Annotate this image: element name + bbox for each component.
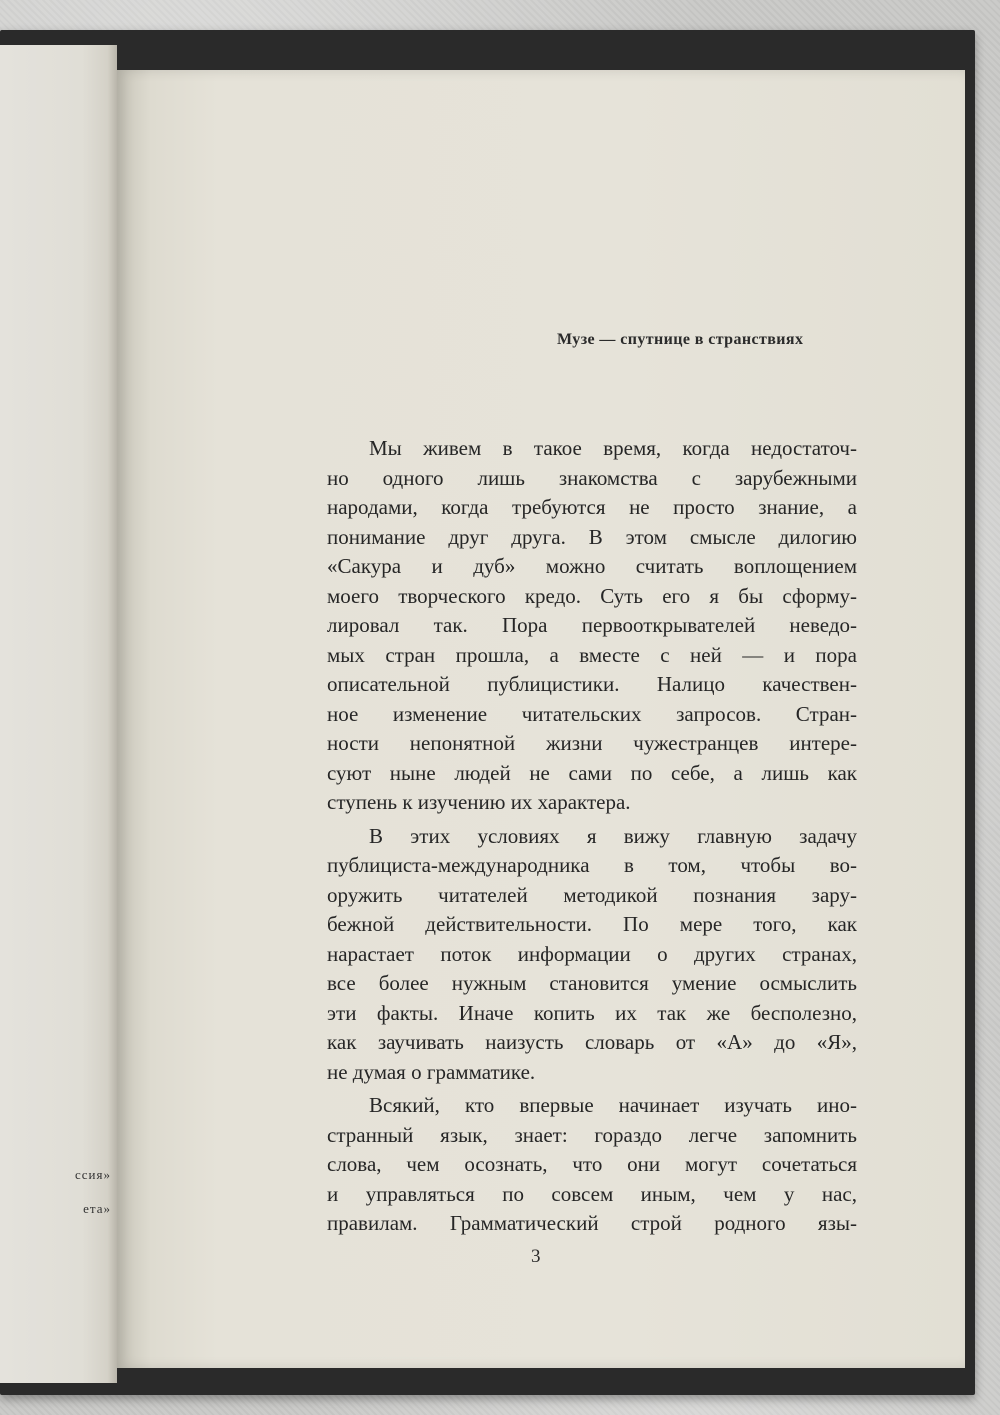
text-line: и управляться по совсем иным, чем у нас, <box>327 1181 857 1206</box>
text-line: В этих условиях я вижу главную задачу <box>369 823 857 848</box>
paragraph <box>327 1091 857 1239</box>
body-text <box>327 434 857 1239</box>
text-line: оружить читателей методикой познания зару- <box>327 882 857 907</box>
text-line: ступень к изучению их характера. <box>327 790 631 814</box>
left-page <box>0 45 117 1383</box>
text-line: лировал так. Пора первооткрывателей неведо- <box>327 613 857 637</box>
text-line: мых стран прошла, а вместе с ней — и пора <box>327 642 857 667</box>
text-line: моего творческого кредо. Суть его я бы сформу- <box>327 583 857 608</box>
text-line: суют ныне людей не сами по себе, а лишь как <box>327 760 857 785</box>
paragraph <box>327 822 857 1088</box>
text-line: ности непонятной жизни чужестранцев интере- <box>327 731 857 755</box>
text-line: слова, чем осознать, что они могут сочетаться <box>327 1152 857 1176</box>
text-line: понимание друг друга. В этом смысле дилогию <box>327 524 857 549</box>
text-line: правилам. Грамматический строй родного язы- <box>327 1211 857 1235</box>
text-line: все более нужным становится умение осмыслить <box>327 971 857 995</box>
text-line: эти факты. Иначе копить их так же бесполезно, <box>327 1000 857 1025</box>
text-line: не думая о грамматике. <box>327 1059 536 1084</box>
text-line: публициста-международника в том, чтобы во- <box>327 853 857 877</box>
text-line: нарастает поток информации о других странах, <box>327 941 857 966</box>
text-line: описательной публицистики. Налицо качествен- <box>327 672 857 696</box>
left-page-snippet: ссия» <box>75 1167 111 1182</box>
left-page-snippet: ета» <box>83 1201 111 1216</box>
text-line: но одного лишь знакомства с зарубежными <box>327 465 857 490</box>
text-line: народами, когда требуются не просто знание, а <box>327 495 857 519</box>
paragraph <box>327 434 857 818</box>
text-line: бежной действительности. По мере того, как <box>327 912 857 936</box>
text-line: странный язык, знает: гораздо легче запомнить <box>327 1122 857 1147</box>
text-line: «Сакура и дуб» можно считать воплощением <box>327 554 857 578</box>
text-line: Всякий, кто впервые начинает изучать ино- <box>369 1093 857 1117</box>
text-line: ное изменение читательских запросов. Стран- <box>327 701 857 726</box>
page-number: 3 <box>531 1246 541 1267</box>
epigraph: Музе — спутнице в странствиях <box>557 331 804 348</box>
text-line: как заучивать наизусть словарь от «А» до «Я», <box>327 1030 857 1054</box>
text-line: Мы живем в такое время, когда недостаточ- <box>369 436 857 460</box>
book-page <box>117 70 965 1368</box>
